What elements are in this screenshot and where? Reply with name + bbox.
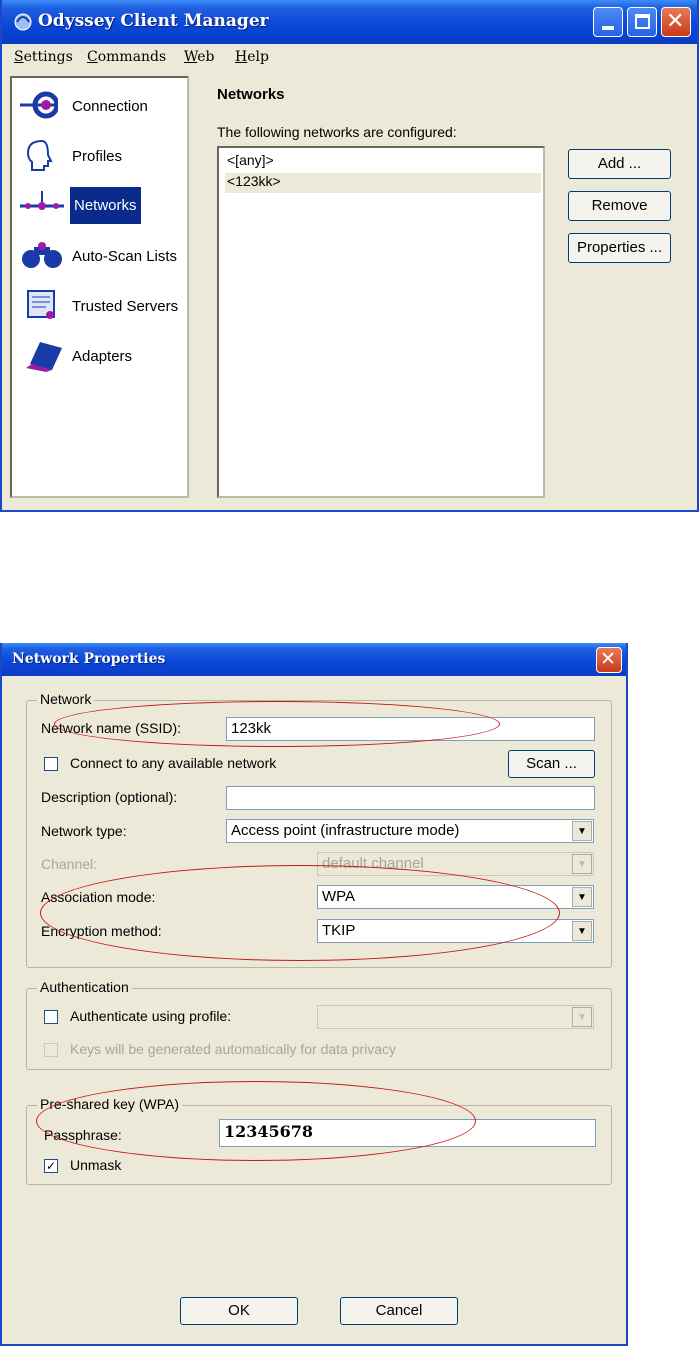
network-type-label: Network type: <box>41 823 127 839</box>
binoculars-icon <box>18 238 66 272</box>
chevron-down-icon: ▼ <box>572 921 592 941</box>
remove-button[interactable]: Remove <box>568 191 671 221</box>
nav-item-trusted-servers[interactable] <box>12 282 187 328</box>
menu-commands[interactable]: Commands <box>87 49 167 65</box>
description-field[interactable] <box>226 786 595 810</box>
channel-select <box>317 852 594 876</box>
section-title: Networks <box>217 86 285 103</box>
association-mode-select[interactable] <box>317 885 594 909</box>
ok-button[interactable]: OK <box>180 1297 298 1325</box>
auth-profile-label: Authenticate using profile: <box>70 1008 232 1024</box>
association-mode-label: Association mode: <box>41 889 156 905</box>
maximize-icon <box>635 14 650 29</box>
nav-label: Profiles <box>72 148 123 165</box>
nav-label: Adapters <box>72 348 133 365</box>
add-button[interactable]: Add ... <box>568 149 671 179</box>
title-bar[interactable] <box>2 0 697 44</box>
list-item[interactable]: <123kk> <box>225 173 541 193</box>
chevron-down-icon: ▼ <box>572 1007 592 1027</box>
network-type-value: Access point (infrastructure mode) <box>231 822 460 839</box>
scan-button[interactable]: Scan ... <box>508 750 595 778</box>
unmask-checkbox[interactable]: ✓ <box>45 1159 57 1173</box>
dialog-title: Network Properties <box>12 651 166 667</box>
connection-icon <box>18 88 66 122</box>
unmask-label: Unmask <box>70 1157 122 1173</box>
keys-auto-label: Keys will be generated automatically for data privacy <box>70 1041 397 1057</box>
minimize-button[interactable] <box>593 7 623 37</box>
nav-item-connection[interactable] <box>12 82 187 128</box>
nav-label: Trusted Servers <box>72 298 179 315</box>
minimize-icon <box>602 26 614 30</box>
chevron-down-icon: ▼ <box>572 854 592 874</box>
keys-auto-checkbox <box>44 1043 58 1057</box>
dialog-title-bar[interactable] <box>2 643 626 676</box>
chevron-down-icon: ▼ <box>572 821 592 841</box>
section-subtitle: The following networks are configured: <box>217 124 457 140</box>
networks-list[interactable] <box>217 146 545 498</box>
ssid-label: Network name (SSID): <box>41 720 182 736</box>
properties-button[interactable]: Properties ... <box>568 233 671 263</box>
connect-any-checkbox[interactable] <box>44 757 58 771</box>
nav-item-networks[interactable] <box>12 182 187 228</box>
nav-item-profiles[interactable] <box>12 132 187 178</box>
menu-web[interactable]: Web <box>184 49 215 65</box>
network-type-select[interactable] <box>226 819 594 843</box>
adapter-icon <box>18 338 66 372</box>
close-icon: ✕ <box>666 9 685 34</box>
nav-label: Networks <box>70 187 141 224</box>
channel-label: Channel: <box>41 856 98 872</box>
network-properties-dialog <box>0 643 628 1346</box>
association-mode-value: WPA <box>322 888 356 905</box>
close-icon: ✕ <box>600 648 616 670</box>
description-label: Description (optional): <box>41 789 178 805</box>
encryption-method-value: TKIP <box>322 922 356 939</box>
nav-item-adapters[interactable] <box>12 332 187 378</box>
menu-bar <box>2 44 697 70</box>
maximize-button[interactable] <box>627 7 657 37</box>
nav-label: Auto-Scan Lists <box>72 248 178 265</box>
profiles-icon <box>18 138 66 172</box>
group-label: Authentication <box>37 979 132 995</box>
menu-help[interactable]: Help <box>235 49 269 65</box>
chevron-down-icon: ▼ <box>572 887 592 907</box>
ssid-field[interactable]: 123kk <box>226 717 595 741</box>
nav-panel <box>10 76 189 498</box>
auth-profile-checkbox[interactable] <box>44 1010 58 1024</box>
connect-any-label: Connect to any available network <box>70 755 277 771</box>
cancel-button[interactable]: Cancel <box>340 1297 458 1325</box>
window-title: Odyssey Client Manager <box>38 11 269 31</box>
menu-settings[interactable]: Settings <box>14 49 73 65</box>
certificate-icon <box>18 288 66 322</box>
nav-label: Connection <box>72 98 148 115</box>
auth-profile-select <box>317 1005 594 1029</box>
encryption-method-label: Encryption method: <box>41 923 162 939</box>
close-button[interactable] <box>661 7 691 37</box>
authentication-group <box>26 979 612 1070</box>
networks-icon <box>18 188 66 222</box>
passphrase-label: Passphrase: <box>44 1127 122 1143</box>
channel-value: default channel <box>322 855 424 872</box>
client-manager-window <box>0 0 699 512</box>
odyssey-app-icon <box>12 10 34 32</box>
group-label: Pre-shared key (WPA) <box>37 1096 182 1112</box>
encryption-method-select[interactable] <box>317 919 594 943</box>
group-label: Network <box>37 691 94 707</box>
passphrase-field[interactable]: 12345678 <box>219 1119 596 1147</box>
nav-item-auto-scan-lists[interactable] <box>12 232 187 278</box>
list-item[interactable]: <[any]> <box>227 152 274 168</box>
dialog-close-button[interactable] <box>596 647 622 673</box>
